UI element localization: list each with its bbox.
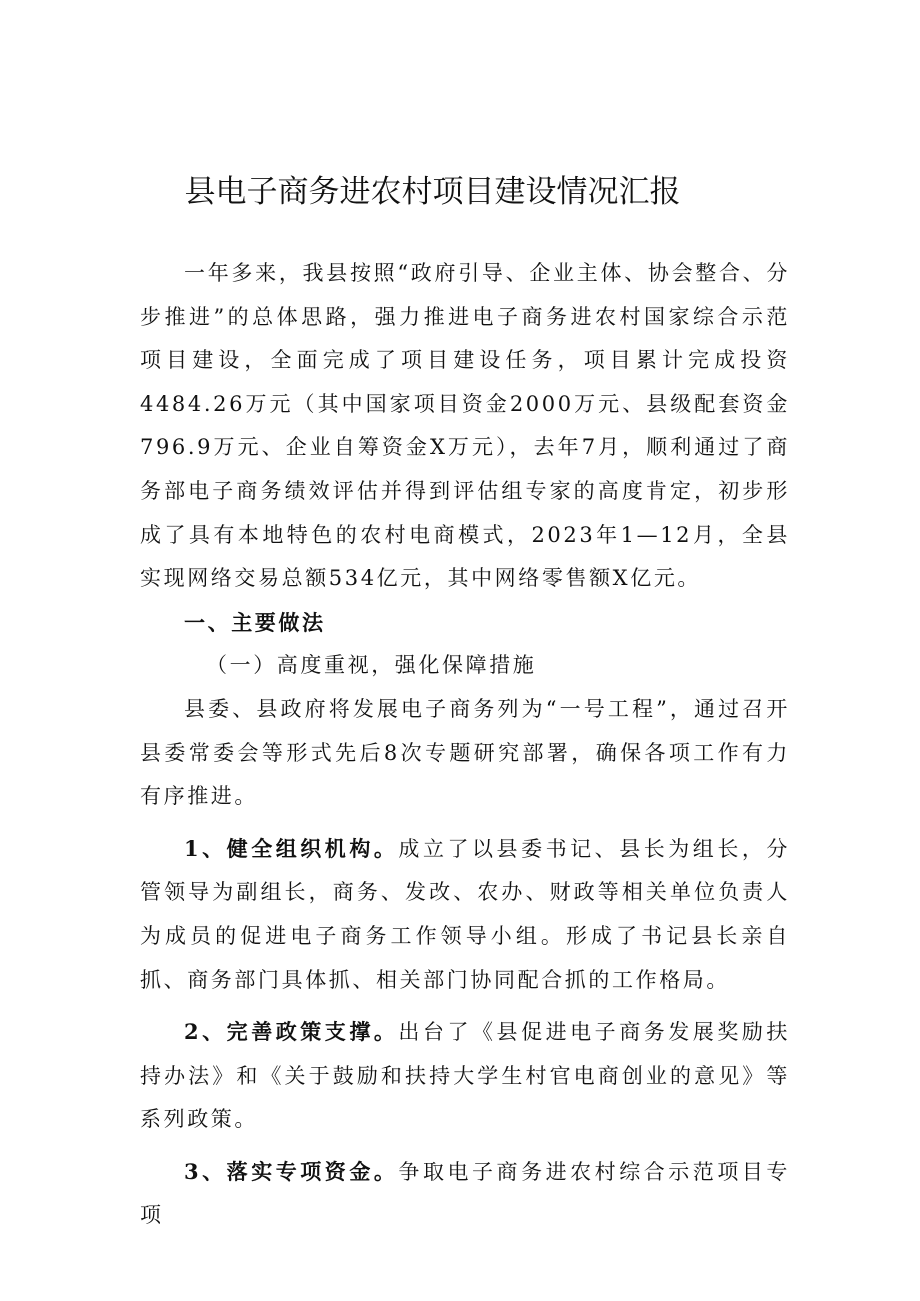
item-text-policy: 出台了《县促进电子商务发展奖励扶持办法》和《关于鼓励和扶持大学生村官电商创业的意见》等系列政策。 [140,1020,790,1132]
intro-paragraph: 一年多来，我县按照“政府引导、企业主体、协会整合、分步推进”的总体思路，强力推进电子商务进农村国家综合示范项目建设，全面完成了项目建设任务，项目累计完成投资4484.26万元（其中国家项目资金2000万元、县级配套资金796.9万元、企业自筹资金X万元），去年7月，顺利通过了商务部电子商务绩效评估并得到评估组专家的高度肯定，初步形成了具有本地特色的农村电商模式，2023年1—12月，全县实现网络交易总额534亿元，其中网络零售额X亿元。 [140,261,790,591]
item-text-organization: 成立了以县委书记、县长为组长，分管领导为副组长，商务、发改、农办、财政等相关单位负责人为成员的促进电子商务工作领导小组。形成了书记县长亲自抓、商务部门具体抓、相关部门协同配合抓的工作格局。 [140,836,790,992]
section-heading-main-practices: 一、主要做法 [184,609,326,635]
subsection-heading-attach-importance: （一）高度重视，强化保障措施 [206,653,537,678]
item-paragraph-funds [140,1150,790,1238]
item-text-funds: 争取电子商务进农村综合示范项目专项 [140,1159,790,1228]
document-body [140,252,790,1238]
item-lead-policy: 2、完善政策支撑。 [184,1019,399,1045]
item-paragraph-organization [140,827,790,1002]
document-title: 县电子商务进农村项目建设情况汇报 [184,174,681,210]
item-lead-organization: 1、健全组织机构。 [184,835,399,861]
subsection-paragraph: 县委、县政府将发展电子商务列为“一号工程”，通过召开县委常委会等形式先后8次专题研究部署，确保各项工作有力有序推进。 [140,696,790,809]
item-lead-funds: 3、落实专项资金。 [184,1158,399,1184]
item-paragraph-policy [140,1010,790,1142]
